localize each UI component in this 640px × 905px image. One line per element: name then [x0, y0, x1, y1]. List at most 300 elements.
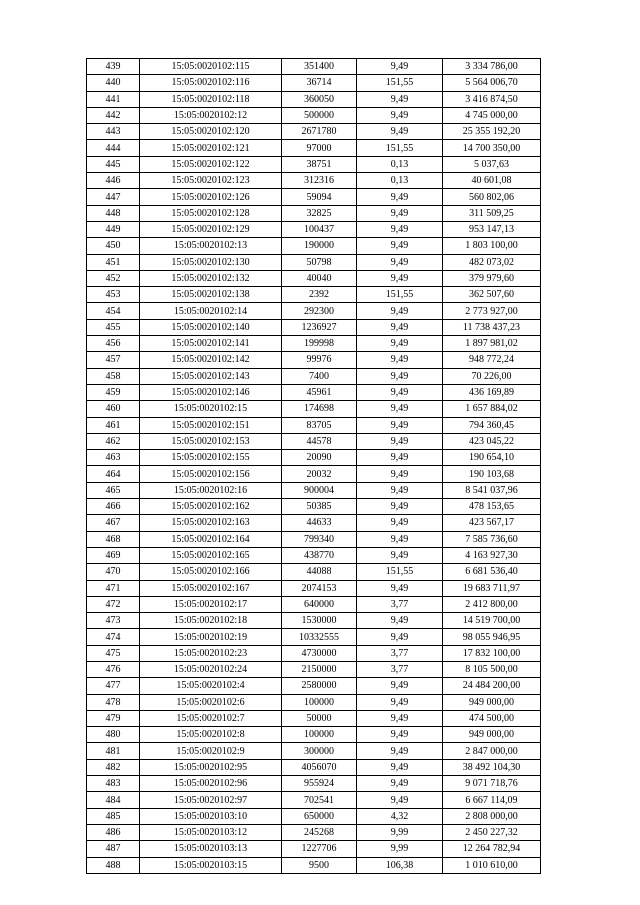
value-cell: 25 355 192,20: [443, 124, 541, 140]
rate-cell: 9,49: [357, 678, 443, 694]
area-cell: 100437: [282, 221, 357, 237]
rate-cell: 9,49: [357, 515, 443, 531]
area-cell: 2392: [282, 287, 357, 303]
value-cell: 2 773 927,00: [443, 303, 541, 319]
value-cell: 474 500,00: [443, 710, 541, 726]
table-row: [87, 661, 541, 677]
table-row: [87, 531, 541, 547]
table-row: [87, 743, 541, 759]
value-cell: 2 450 227,32: [443, 824, 541, 840]
area-cell: 44578: [282, 433, 357, 449]
table-row: [87, 368, 541, 384]
rate-cell: 9,49: [357, 368, 443, 384]
rate-cell: 151,55: [357, 287, 443, 303]
table-row: [87, 417, 541, 433]
row-number-cell: 488: [87, 857, 140, 873]
area-cell: 1530000: [282, 613, 357, 629]
area-cell: 300000: [282, 743, 357, 759]
table-row: [87, 91, 541, 107]
cadastral-number-cell: 15:05:0020102:120: [140, 124, 282, 140]
value-cell: 14 519 700,00: [443, 613, 541, 629]
value-cell: 24 484 200,00: [443, 678, 541, 694]
table-row: [87, 499, 541, 515]
area-cell: 50385: [282, 499, 357, 515]
row-number-cell: 464: [87, 466, 140, 482]
row-number-cell: 457: [87, 352, 140, 368]
value-cell: 949 000,00: [443, 727, 541, 743]
rate-cell: 9,49: [357, 499, 443, 515]
value-cell: 6 667 114,09: [443, 792, 541, 808]
cadastral-number-cell: 15:05:0020102:166: [140, 564, 282, 580]
area-cell: 2580000: [282, 678, 357, 694]
cadastral-number-cell: 15:05:0020102:96: [140, 776, 282, 792]
area-cell: 351400: [282, 59, 357, 75]
cadastral-number-cell: 15:05:0020102:146: [140, 384, 282, 400]
row-number-cell: 458: [87, 368, 140, 384]
table-row: [87, 59, 541, 75]
rate-cell: 9,49: [357, 352, 443, 368]
area-cell: 7400: [282, 368, 357, 384]
cadastral-number-cell: 15:05:0020102:116: [140, 75, 282, 91]
value-cell: 4 745 000,00: [443, 107, 541, 123]
cadastral-number-cell: 15:05:0020102:121: [140, 140, 282, 156]
area-cell: 245268: [282, 824, 357, 840]
rate-cell: 9,99: [357, 824, 443, 840]
area-cell: 20032: [282, 466, 357, 482]
cadastral-number-cell: 15:05:0020102:167: [140, 580, 282, 596]
value-cell: 2 808 000,00: [443, 808, 541, 824]
cadastral-number-cell: 15:05:0020102:162: [140, 499, 282, 515]
table-row: [87, 450, 541, 466]
value-cell: 794 360,45: [443, 417, 541, 433]
area-cell: 83705: [282, 417, 357, 433]
cadastral-number-cell: 15:05:0020102:23: [140, 645, 282, 661]
row-number-cell: 445: [87, 156, 140, 172]
cadastral-number-cell: 15:05:0020102:24: [140, 661, 282, 677]
rate-cell: 9,49: [357, 482, 443, 498]
table-row: [87, 841, 541, 857]
value-cell: 379 979,60: [443, 270, 541, 286]
rate-cell: 9,49: [357, 254, 443, 270]
row-number-cell: 446: [87, 173, 140, 189]
row-number-cell: 486: [87, 824, 140, 840]
row-number-cell: 447: [87, 189, 140, 205]
rate-cell: 9,49: [357, 124, 443, 140]
value-cell: 953 147,13: [443, 221, 541, 237]
cadastral-number-cell: 15:05:0020102:122: [140, 156, 282, 172]
row-number-cell: 441: [87, 91, 140, 107]
row-number-cell: 478: [87, 694, 140, 710]
table-row: [87, 710, 541, 726]
area-cell: 799340: [282, 531, 357, 547]
rate-cell: 9,49: [357, 694, 443, 710]
row-number-cell: 439: [87, 59, 140, 75]
rate-cell: 9,49: [357, 580, 443, 596]
area-cell: 10332555: [282, 629, 357, 645]
rate-cell: 151,55: [357, 75, 443, 91]
row-number-cell: 475: [87, 645, 140, 661]
area-cell: 2150000: [282, 661, 357, 677]
rate-cell: 9,49: [357, 91, 443, 107]
rate-cell: 9,49: [357, 303, 443, 319]
cadastral-number-cell: 15:05:0020102:16: [140, 482, 282, 498]
row-number-cell: 470: [87, 564, 140, 580]
row-number-cell: 471: [87, 580, 140, 596]
table-row: [87, 727, 541, 743]
rate-cell: 9,49: [357, 336, 443, 352]
area-cell: 360050: [282, 91, 357, 107]
rate-cell: 9,49: [357, 205, 443, 221]
row-number-cell: 473: [87, 613, 140, 629]
row-number-cell: 477: [87, 678, 140, 694]
row-number-cell: 472: [87, 596, 140, 612]
table-row: [87, 270, 541, 286]
area-cell: 1227706: [282, 841, 357, 857]
value-cell: 190 103,68: [443, 466, 541, 482]
row-number-cell: 485: [87, 808, 140, 824]
cadastral-number-cell: 15:05:0020102:6: [140, 694, 282, 710]
rate-cell: 9,49: [357, 107, 443, 123]
row-number-cell: 484: [87, 792, 140, 808]
row-number-cell: 449: [87, 221, 140, 237]
area-cell: 100000: [282, 727, 357, 743]
area-cell: 900004: [282, 482, 357, 498]
area-cell: 2671780: [282, 124, 357, 140]
row-number-cell: 487: [87, 841, 140, 857]
table-row: [87, 645, 541, 661]
table-row: [87, 564, 541, 580]
table-row: [87, 173, 541, 189]
value-cell: 423 567,17: [443, 515, 541, 531]
value-cell: 560 802,06: [443, 189, 541, 205]
row-number-cell: 461: [87, 417, 140, 433]
cadastral-number-cell: 15:05:0020102:132: [140, 270, 282, 286]
table-row: [87, 792, 541, 808]
area-cell: 292300: [282, 303, 357, 319]
value-cell: 4 163 927,30: [443, 547, 541, 563]
value-cell: 17 832 100,00: [443, 645, 541, 661]
area-cell: 59094: [282, 189, 357, 205]
rate-cell: 151,55: [357, 564, 443, 580]
area-cell: 20090: [282, 450, 357, 466]
row-number-cell: 442: [87, 107, 140, 123]
cadastral-number-cell: 15:05:0020102:17: [140, 596, 282, 612]
cadastral-number-cell: 15:05:0020102:165: [140, 547, 282, 563]
row-number-cell: 455: [87, 319, 140, 335]
table-row: [87, 107, 541, 123]
area-cell: 174698: [282, 401, 357, 417]
row-number-cell: 456: [87, 336, 140, 352]
table-row: [87, 678, 541, 694]
area-cell: 199998: [282, 336, 357, 352]
value-cell: 1 657 884,02: [443, 401, 541, 417]
row-number-cell: 466: [87, 499, 140, 515]
value-cell: 40 601,08: [443, 173, 541, 189]
cadastral-number-cell: 15:05:0020103:10: [140, 808, 282, 824]
rate-cell: 9,49: [357, 417, 443, 433]
data-table: [86, 58, 541, 874]
value-cell: 14 700 350,00: [443, 140, 541, 156]
area-cell: 40040: [282, 270, 357, 286]
value-cell: 9 071 718,76: [443, 776, 541, 792]
value-cell: 8 541 037,96: [443, 482, 541, 498]
cadastral-number-cell: 15:05:0020102:9: [140, 743, 282, 759]
table-row: [87, 140, 541, 156]
row-number-cell: 476: [87, 661, 140, 677]
table-row: [87, 303, 541, 319]
rate-cell: 9,49: [357, 759, 443, 775]
table-row: [87, 547, 541, 563]
cadastral-number-cell: 15:05:0020102:138: [140, 287, 282, 303]
cadastral-number-cell: 15:05:0020102:19: [140, 629, 282, 645]
cadastral-number-cell: 15:05:0020102:118: [140, 91, 282, 107]
table-row: [87, 580, 541, 596]
cadastral-number-cell: 15:05:0020102:128: [140, 205, 282, 221]
rate-cell: 0,13: [357, 173, 443, 189]
value-cell: 8 105 500,00: [443, 661, 541, 677]
area-cell: 99976: [282, 352, 357, 368]
row-number-cell: 454: [87, 303, 140, 319]
row-number-cell: 468: [87, 531, 140, 547]
rate-cell: 106,38: [357, 857, 443, 873]
cadastral-number-cell: 15:05:0020102:140: [140, 319, 282, 335]
row-number-cell: 463: [87, 450, 140, 466]
cadastral-number-cell: 15:05:0020102:13: [140, 238, 282, 254]
row-number-cell: 462: [87, 433, 140, 449]
cadastral-number-cell: 15:05:0020102:123: [140, 173, 282, 189]
table-row: [87, 466, 541, 482]
area-cell: 1236927: [282, 319, 357, 335]
cadastral-number-cell: 15:05:0020102:7: [140, 710, 282, 726]
cadastral-number-cell: 15:05:0020102:97: [140, 792, 282, 808]
value-cell: 2 412 800,00: [443, 596, 541, 612]
value-cell: 3 416 874,50: [443, 91, 541, 107]
value-cell: 5 037,63: [443, 156, 541, 172]
table-row: [87, 776, 541, 792]
area-cell: 44088: [282, 564, 357, 580]
cadastral-number-cell: 15:05:0020102:142: [140, 352, 282, 368]
rate-cell: 9,49: [357, 238, 443, 254]
value-cell: 70 226,00: [443, 368, 541, 384]
value-cell: 436 169,89: [443, 384, 541, 400]
row-number-cell: 460: [87, 401, 140, 417]
area-cell: 36714: [282, 75, 357, 91]
table-row: [87, 857, 541, 873]
cadastral-number-cell: 15:05:0020102:95: [140, 759, 282, 775]
area-cell: 32825: [282, 205, 357, 221]
row-number-cell: 479: [87, 710, 140, 726]
row-number-cell: 483: [87, 776, 140, 792]
table-body: [87, 59, 541, 874]
area-cell: 44633: [282, 515, 357, 531]
table-row: [87, 287, 541, 303]
table-row: [87, 319, 541, 335]
table-row: [87, 613, 541, 629]
row-number-cell: 459: [87, 384, 140, 400]
area-cell: 190000: [282, 238, 357, 254]
area-cell: 97000: [282, 140, 357, 156]
area-cell: 312316: [282, 173, 357, 189]
cadastral-number-cell: 15:05:0020102:8: [140, 727, 282, 743]
area-cell: 4056070: [282, 759, 357, 775]
rate-cell: 9,49: [357, 776, 443, 792]
table-row: [87, 254, 541, 270]
value-cell: 38 492 104,30: [443, 759, 541, 775]
cadastral-number-cell: 15:05:0020102:143: [140, 368, 282, 384]
area-cell: 438770: [282, 547, 357, 563]
rate-cell: 9,49: [357, 189, 443, 205]
rate-cell: 9,49: [357, 384, 443, 400]
area-cell: 50798: [282, 254, 357, 270]
cadastral-number-cell: 15:05:0020102:130: [140, 254, 282, 270]
cadastral-number-cell: 15:05:0020103:15: [140, 857, 282, 873]
rate-cell: 9,49: [357, 629, 443, 645]
cadastral-number-cell: 15:05:0020102:129: [140, 221, 282, 237]
table-row: [87, 352, 541, 368]
rate-cell: 9,49: [357, 531, 443, 547]
rate-cell: 3,77: [357, 596, 443, 612]
cadastral-number-cell: 15:05:0020102:163: [140, 515, 282, 531]
rate-cell: 9,49: [357, 710, 443, 726]
table-row: [87, 205, 541, 221]
row-number-cell: 440: [87, 75, 140, 91]
cadastral-number-cell: 15:05:0020102:141: [140, 336, 282, 352]
table-row: [87, 238, 541, 254]
row-number-cell: 451: [87, 254, 140, 270]
row-number-cell: 465: [87, 482, 140, 498]
table-row: [87, 482, 541, 498]
cadastral-number-cell: 15:05:0020102:153: [140, 433, 282, 449]
row-number-cell: 482: [87, 759, 140, 775]
cadastral-number-cell: 15:05:0020103:12: [140, 824, 282, 840]
value-cell: 1 803 100,00: [443, 238, 541, 254]
area-cell: 9500: [282, 857, 357, 873]
area-cell: 640000: [282, 596, 357, 612]
cadastral-number-cell: 15:05:0020102:12: [140, 107, 282, 123]
table-row: [87, 336, 541, 352]
value-cell: 1 897 981,02: [443, 336, 541, 352]
table-row: [87, 808, 541, 824]
row-number-cell: 474: [87, 629, 140, 645]
rate-cell: 3,77: [357, 645, 443, 661]
cadastral-number-cell: 15:05:0020102:164: [140, 531, 282, 547]
rate-cell: 9,49: [357, 450, 443, 466]
table-row: [87, 124, 541, 140]
row-number-cell: 443: [87, 124, 140, 140]
table-row: [87, 384, 541, 400]
area-cell: 702541: [282, 792, 357, 808]
table-row: [87, 596, 541, 612]
table-row: [87, 221, 541, 237]
cadastral-number-cell: 15:05:0020102:115: [140, 59, 282, 75]
area-cell: 955924: [282, 776, 357, 792]
value-cell: 7 585 736,60: [443, 531, 541, 547]
rate-cell: 9,49: [357, 547, 443, 563]
area-cell: 45961: [282, 384, 357, 400]
area-cell: 50000: [282, 710, 357, 726]
rate-cell: 3,77: [357, 661, 443, 677]
value-cell: 2 847 000,00: [443, 743, 541, 759]
area-cell: 38751: [282, 156, 357, 172]
value-cell: 190 654,10: [443, 450, 541, 466]
value-cell: 11 738 437,23: [443, 319, 541, 335]
area-cell: 650000: [282, 808, 357, 824]
row-number-cell: 448: [87, 205, 140, 221]
value-cell: 19 683 711,97: [443, 580, 541, 596]
cadastral-number-cell: 15:05:0020102:14: [140, 303, 282, 319]
table-row: [87, 629, 541, 645]
value-cell: 5 564 006,70: [443, 75, 541, 91]
table-row: [87, 694, 541, 710]
table-row: [87, 433, 541, 449]
cadastral-number-cell: 15:05:0020102:156: [140, 466, 282, 482]
value-cell: 362 507,60: [443, 287, 541, 303]
rate-cell: 9,49: [357, 466, 443, 482]
rate-cell: 9,49: [357, 59, 443, 75]
area-cell: 500000: [282, 107, 357, 123]
value-cell: 3 334 786,00: [443, 59, 541, 75]
rate-cell: 9,49: [357, 613, 443, 629]
row-number-cell: 467: [87, 515, 140, 531]
rate-cell: 9,49: [357, 727, 443, 743]
rate-cell: 151,55: [357, 140, 443, 156]
cadastral-number-cell: 15:05:0020103:13: [140, 841, 282, 857]
table-row: [87, 759, 541, 775]
value-cell: 1 010 610,00: [443, 857, 541, 873]
area-cell: 4730000: [282, 645, 357, 661]
value-cell: 482 073,02: [443, 254, 541, 270]
table-row: [87, 824, 541, 840]
area-cell: 100000: [282, 694, 357, 710]
rate-cell: 9,49: [357, 221, 443, 237]
row-number-cell: 469: [87, 547, 140, 563]
row-number-cell: 450: [87, 238, 140, 254]
rate-cell: 9,49: [357, 792, 443, 808]
rate-cell: 9,49: [357, 401, 443, 417]
value-cell: 948 772,24: [443, 352, 541, 368]
area-cell: 2074153: [282, 580, 357, 596]
rate-cell: 9,99: [357, 841, 443, 857]
rate-cell: 9,49: [357, 743, 443, 759]
row-number-cell: 480: [87, 727, 140, 743]
rate-cell: 4,32: [357, 808, 443, 824]
value-cell: 478 153,65: [443, 499, 541, 515]
rate-cell: 9,49: [357, 270, 443, 286]
value-cell: 98 055 946,95: [443, 629, 541, 645]
value-cell: 6 681 536,40: [443, 564, 541, 580]
row-number-cell: 481: [87, 743, 140, 759]
table-row: [87, 515, 541, 531]
value-cell: 423 045,22: [443, 433, 541, 449]
rate-cell: 0,13: [357, 156, 443, 172]
rate-cell: 9,49: [357, 433, 443, 449]
value-cell: 12 264 782,94: [443, 841, 541, 857]
value-cell: 311 509,25: [443, 205, 541, 221]
table-row: [87, 401, 541, 417]
cadastral-number-cell: 15:05:0020102:151: [140, 417, 282, 433]
table-row: [87, 189, 541, 205]
cadastral-number-cell: 15:05:0020102:4: [140, 678, 282, 694]
cadastral-number-cell: 15:05:0020102:155: [140, 450, 282, 466]
cadastral-number-cell: 15:05:0020102:15: [140, 401, 282, 417]
table-row: [87, 156, 541, 172]
row-number-cell: 453: [87, 287, 140, 303]
row-number-cell: 444: [87, 140, 140, 156]
cadastral-number-cell: 15:05:0020102:126: [140, 189, 282, 205]
table-row: [87, 75, 541, 91]
value-cell: 949 000,00: [443, 694, 541, 710]
row-number-cell: 452: [87, 270, 140, 286]
